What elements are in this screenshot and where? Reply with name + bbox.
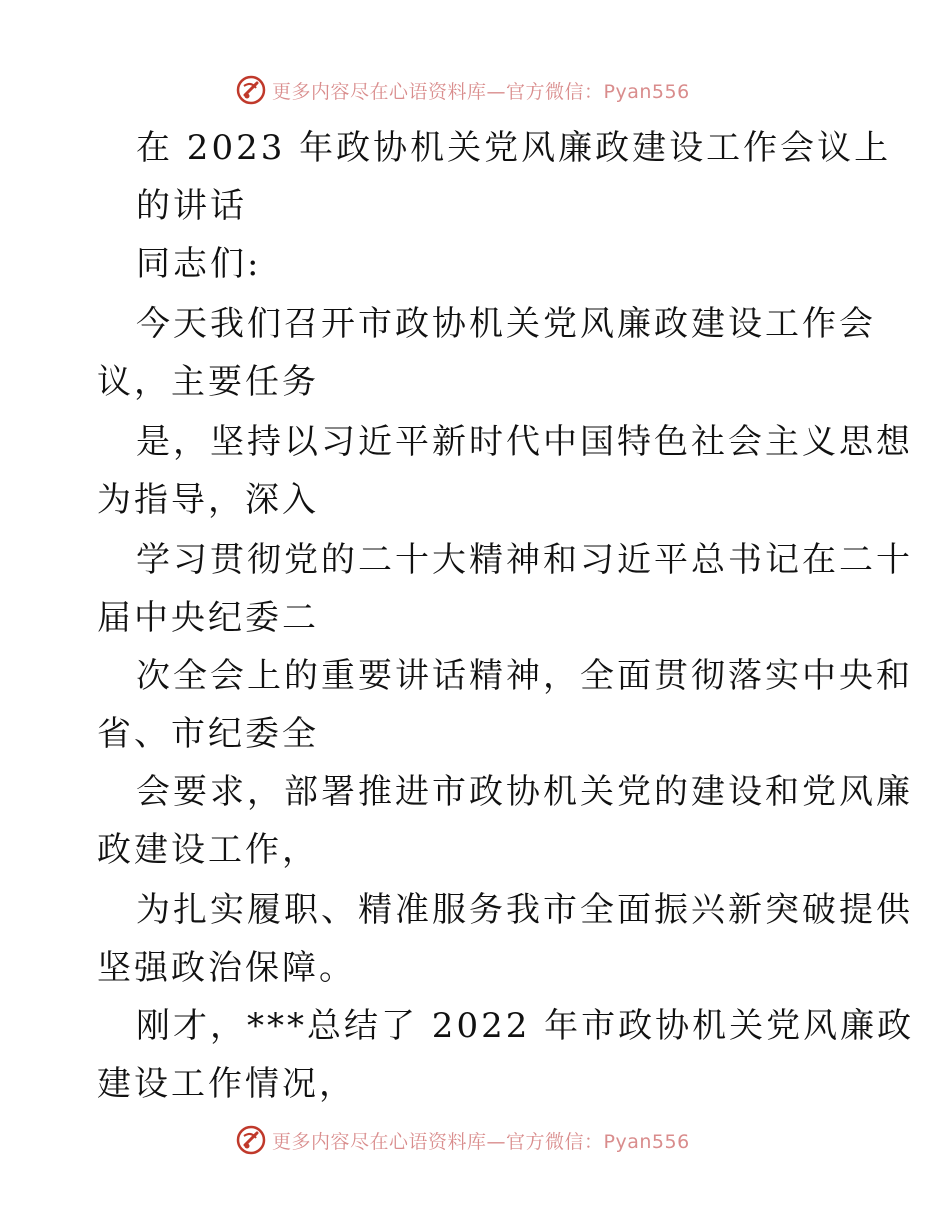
paragraph-line: 建设工作情况， (97, 1064, 356, 1104)
title-line: 在 2023 年政协机关党风廉政建设工作会议上 (136, 128, 892, 168)
watermark-text: 更多内容尽在心语资料库—官方微信：Pyan556 (272, 1130, 690, 1153)
salutation: 同志们: (136, 244, 262, 284)
paragraph-line: 今天我们召开市政协机关党风廉政建设工作会 (136, 304, 876, 344)
seal-logo-icon (236, 75, 266, 105)
paragraph-line: 学习贯彻党的二十大精神和习近平总书记在二十 (136, 540, 913, 580)
paragraph-line: 届中央纪委二 (97, 598, 319, 638)
paragraph-line: 省、市纪委全 (97, 714, 319, 754)
watermark-text: 更多内容尽在心语资料库—官方微信：Pyan556 (272, 80, 690, 103)
paragraph-line: 为指导，深入 (97, 480, 319, 520)
footer-watermark (236, 1123, 690, 1157)
seal-logo-icon (236, 1125, 266, 1155)
paragraph-line: 政建设工作， (97, 830, 319, 870)
paragraph-line: 是，坚持以习近平新时代中国特色社会主义思想 (136, 422, 913, 462)
paragraph-line: 为扎实履职、精准服务我市全面振兴新突破提供 (136, 890, 913, 930)
paragraph-line: 议，主要任务 (97, 362, 319, 402)
title-line: 的讲话 (136, 186, 247, 226)
paragraph-line: 会要求，部署推进市政协机关党的建设和党风廉 (136, 772, 913, 812)
paragraph-line: 坚强政治保障。 (97, 948, 356, 988)
paragraph-line: 刚才，***总结了 2022 年市政协机关党风廉政 (136, 1006, 915, 1046)
header-watermark (236, 73, 690, 107)
paragraph-line: 次全会上的重要讲话精神，全面贯彻落实中央和 (136, 656, 913, 696)
